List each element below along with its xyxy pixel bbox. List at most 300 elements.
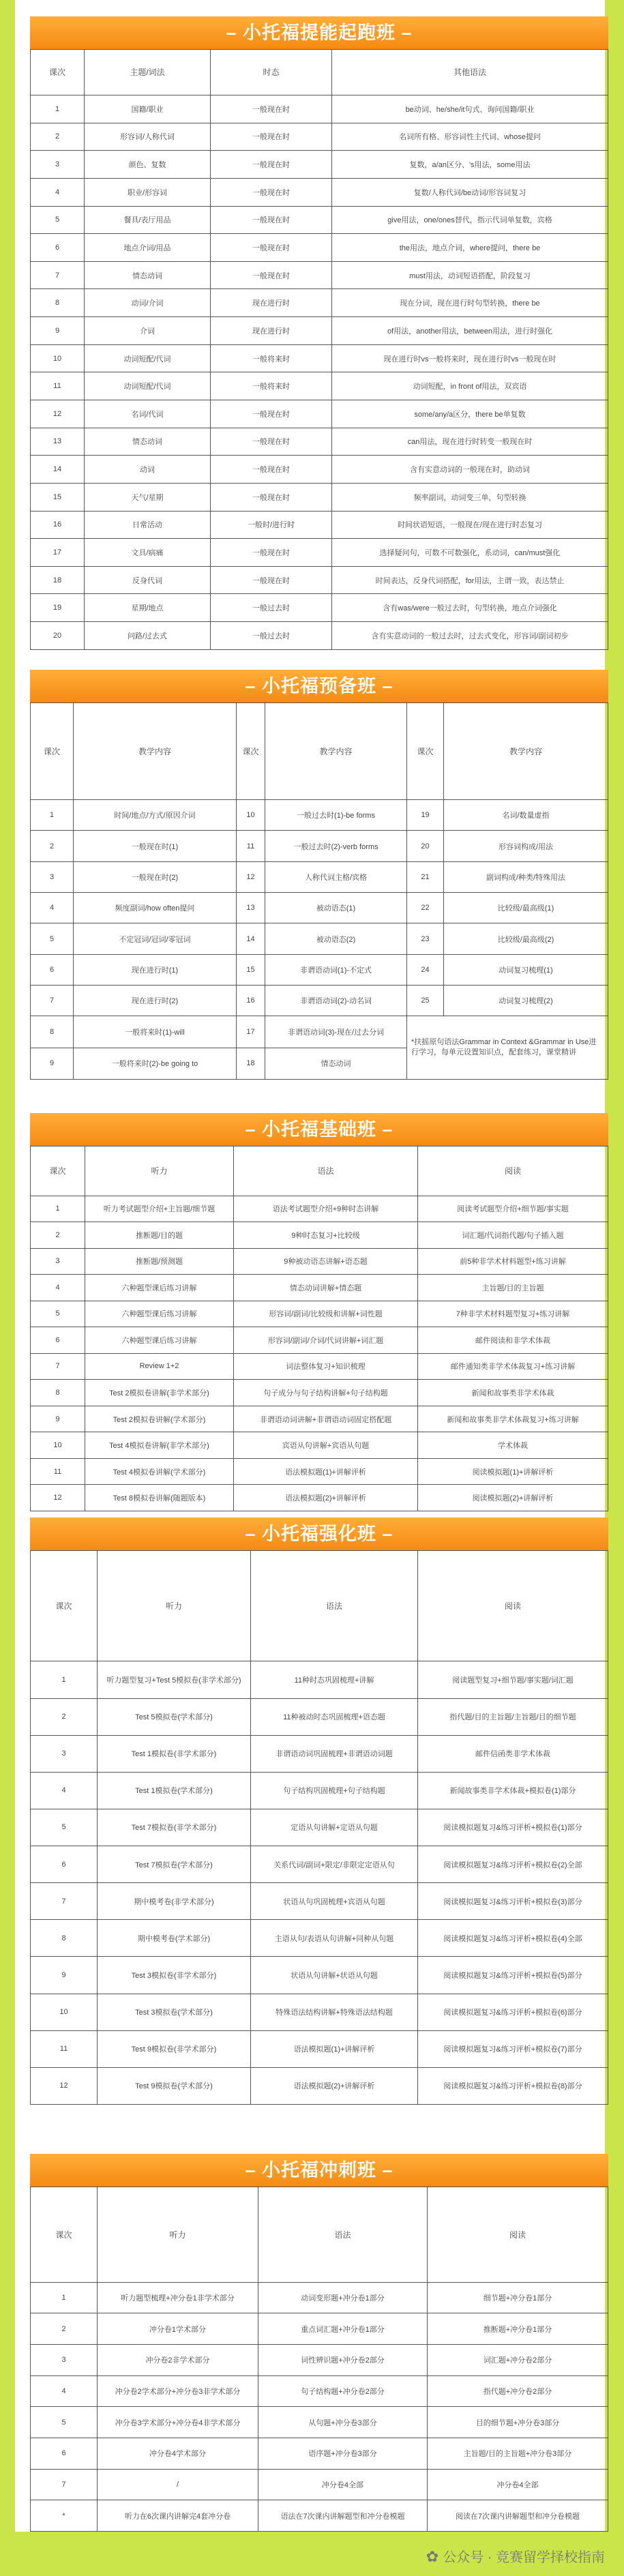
table-cell: 现在分词，现在进行时句型转换，there be (332, 289, 608, 317)
table-cell: 19 (407, 800, 444, 831)
table-row (31, 151, 608, 179)
table-row (31, 1883, 608, 1920)
table-row (31, 234, 608, 262)
table-cell: give用法，one/ones替代，指示代词单复数，宾格 (332, 206, 608, 234)
lesson-number: 4 (31, 893, 74, 923)
table-cell: 指代题+冲分卷2部分 (428, 2375, 608, 2407)
header-lesson: 课次 (31, 703, 74, 800)
table-cell: 听力考试题型介绍+主旨题/细节题 (85, 1196, 234, 1222)
table-row (31, 456, 608, 484)
table-cell: Test 8模拟卷讲解(随题版本) (85, 1485, 234, 1511)
section-starter-class (30, 16, 608, 650)
table-header-row (31, 703, 608, 800)
table-row (31, 1016, 608, 1048)
table-cell: 比较级/最高级(1) (444, 893, 608, 923)
table-row (31, 123, 608, 151)
table-cell: 现在进行时vs一般将来时，现在进行时vs一般现在时 (332, 344, 608, 372)
header-listening: 听力 (98, 1551, 251, 1661)
table-row (31, 923, 608, 954)
table-cell: 日常活动 (85, 511, 211, 539)
table-row (31, 344, 608, 372)
lesson-number: 4 (31, 1275, 85, 1301)
table-cell: 一般过去时 (211, 594, 332, 622)
lesson-number: 5 (31, 1301, 85, 1327)
table-cell: 冲分卷2学术部分+冲分卷3非学术部分 (98, 2375, 258, 2407)
table-row (31, 261, 608, 289)
lesson-number: 5 (31, 206, 85, 234)
header-lesson: 课次 (237, 703, 265, 800)
lesson-number: 3 (31, 2344, 98, 2375)
table-cell: 7种非学术材料题型复习+练习讲解 (418, 1301, 608, 1327)
table-row (31, 428, 608, 456)
table-cell: 阅读模拟题复习&练习评析+模拟卷(4)全部 (418, 1920, 608, 1957)
table-cell: 现在进行时(1) (74, 954, 237, 985)
table-header-row (31, 1146, 608, 1196)
table-cell: 冲分卷1学术部分 (98, 2313, 258, 2345)
table-cell: 新闻和故事类非学术体裁 (418, 1380, 608, 1406)
table-cell: 选择疑问句，可数不可数强化，系动词，can/must强化 (332, 539, 608, 567)
preparatory-course-table (30, 702, 608, 1080)
lesson-number: 2 (31, 1222, 85, 1249)
lesson-number: 5 (31, 923, 74, 954)
table-row (31, 1920, 608, 1957)
intensive-course-table (30, 1550, 608, 2105)
header-lesson: 课次 (31, 1146, 85, 1196)
table-cell: 一般现在时 (211, 151, 332, 179)
lesson-number: 3 (31, 1735, 98, 1772)
table-cell: 介词 (85, 317, 211, 345)
table-cell: 现在进行时 (211, 289, 332, 317)
table-cell: 形容词构成/用法 (444, 831, 608, 861)
table-cell: 11 (237, 831, 265, 861)
table-cell: 形容词/副词/比较级和讲解+词性题 (234, 1301, 418, 1327)
table-header-row (31, 1551, 608, 1661)
lesson-number: 7 (31, 1353, 85, 1380)
basic-course-table (30, 1146, 608, 1511)
table-cell: 冲分卷3学术部分+冲分卷4非学术部分 (98, 2407, 258, 2438)
table-cell: 听力题型梳理+冲分卷1非学术部分 (98, 2282, 258, 2313)
table-cell: Test 4模拟卷讲解(学术部分) (85, 1458, 234, 1485)
table-cell: 9种被动语态讲解+语态题 (234, 1248, 418, 1275)
table-cell: 邮件信函类非学术体裁 (418, 1735, 608, 1772)
table-cell: Test 3模拟卷(学术部分) (98, 1994, 251, 2030)
table-cell: 15 (237, 954, 265, 985)
table-cell: 动词复习梳理(2) (444, 986, 608, 1016)
table-cell: 阅读模拟题复习&练习评析+模拟卷(8)部分 (418, 2067, 608, 2104)
table-cell: 名词所有格、形容词性主代词、whose提问 (332, 123, 608, 151)
table-cell: 细节题+冲分卷1部分 (428, 2282, 608, 2313)
table-cell: 六种题型课后练习讲解 (85, 1275, 234, 1301)
table-cell: 非谓语动词巩固梳理+非谓语动词题 (251, 1735, 418, 1772)
lesson-number: 2 (31, 1698, 98, 1735)
table-cell: 24 (407, 954, 444, 985)
lesson-number: 2 (31, 2313, 98, 2345)
table-row (31, 1698, 608, 1735)
table-cell: must用法，动词短语搭配，阶段复习 (332, 261, 608, 289)
table-cell: 句子成分与句子结构讲解+句子结构题 (234, 1380, 418, 1406)
table-cell: Test 9模拟卷(学术部分) (98, 2067, 251, 2104)
table-cell: 名词/数量虚指 (444, 800, 608, 831)
lesson-number: 11 (31, 372, 85, 400)
table-cell: 一般现在时 (211, 566, 332, 594)
table-cell: 天气/星期 (85, 483, 211, 511)
table-cell: 阅读考试题型介绍+细节题/事实题 (418, 1196, 608, 1222)
header-content: 教学内容 (265, 703, 407, 800)
header-grammar: 语法 (251, 1551, 418, 1661)
table-row (31, 1353, 608, 1380)
table-cell: 语法考试题型介绍+9种时态讲解 (234, 1196, 418, 1222)
table-cell: 11种被动时态巩固梳理+语态题 (251, 1698, 418, 1735)
lesson-number: 9 (31, 1406, 85, 1432)
section-title: – 小托福冲刺班 – (30, 2154, 608, 2187)
header-grammar: 语法 (258, 2187, 428, 2283)
table-cell: / (98, 2469, 258, 2500)
lesson-number: 12 (31, 1485, 85, 1511)
table-cell: 阅读模拟题(2)+讲解评析 (418, 1485, 608, 1511)
table-cell: 动词短配，in front of用法，双宾语 (332, 372, 608, 400)
table-cell: 前5种非学术材料题型+练习讲解 (418, 1248, 608, 1275)
table-cell: 情态动词 (85, 261, 211, 289)
table-row (31, 986, 608, 1016)
lesson-number: 4 (31, 2375, 98, 2407)
lesson-number: 8 (31, 289, 85, 317)
table-header-row (31, 50, 608, 95)
lesson-number: 6 (31, 2438, 98, 2469)
table-row (31, 1196, 608, 1222)
table-cell: 餐具/表厅用品 (85, 206, 211, 234)
section-title: – 小托福基础班 – (30, 1113, 608, 1146)
table-cell: 语法模拟题(2)+讲解评析 (234, 1485, 418, 1511)
header-content: 教学内容 (444, 703, 608, 800)
lesson-number: 7 (31, 986, 74, 1016)
table-row (31, 2375, 608, 2407)
lesson-number: 1 (31, 1661, 98, 1698)
table-cell: 冲分卷2非学术部分 (98, 2344, 258, 2375)
table-cell: 期中模考卷(非学术部分) (98, 1883, 251, 1920)
table-cell: 期中模考卷(学术部分) (98, 1920, 251, 1957)
table-row (31, 1406, 608, 1432)
table-cell: 14 (237, 923, 265, 954)
table-cell: 动词/介词 (85, 289, 211, 317)
table-row (31, 2500, 608, 2532)
table-cell: 推断题/目的题 (85, 1222, 234, 1249)
sprint-course-table (30, 2187, 608, 2532)
table-cell: Test 7模拟卷(非学术部分) (98, 1809, 251, 1846)
table-row (31, 539, 608, 567)
header-topic: 主题/词法 (85, 50, 211, 95)
table-cell: 邮件阅读和非学术体裁 (418, 1327, 608, 1354)
table-cell: 一般过去时(2)-verb forms (265, 831, 407, 861)
lesson-number: 12 (31, 2067, 98, 2104)
table-cell: 句子结构巩固梳理+句子结构题 (251, 1772, 418, 1809)
table-cell: be动词、he/she/it句式、询问国籍/职业 (332, 95, 608, 123)
watermark (426, 2546, 605, 2566)
table-row (31, 1432, 608, 1459)
table-row (31, 400, 608, 428)
lesson-number: 12 (31, 400, 85, 428)
lesson-number: 17 (31, 539, 85, 567)
table-cell: 语法模拟题(1)+讲解评析 (234, 1458, 418, 1485)
section-sprint-class (30, 2154, 608, 2532)
table-cell: 一般现在时 (211, 206, 332, 234)
table-cell: 听力题型复习+Test 5模拟卷(非学术部分) (98, 1661, 251, 1698)
table-cell: 非谓语动词(3)-现在/过去分词 (265, 1016, 407, 1048)
table-cell: 不定冠词/冠词/零冠词 (74, 923, 237, 954)
table-cell: 一般现在时 (211, 178, 332, 206)
table-cell: 地点介词/用品 (85, 234, 211, 262)
table-cell: Test 1模拟卷(非学术部分) (98, 1735, 251, 1772)
lesson-number: 4 (31, 1772, 98, 1809)
table-cell: 反身代词 (85, 566, 211, 594)
lesson-number: 2 (31, 123, 85, 151)
table-cell: 阅读模拟题(1)+讲解评析 (418, 1458, 608, 1485)
lesson-number: 10 (31, 1432, 85, 1459)
table-cell: 六种题型课后练习讲解 (85, 1301, 234, 1327)
lesson-number: * (31, 2500, 98, 2532)
table-row (31, 1248, 608, 1275)
lesson-number: 1 (31, 800, 74, 831)
table-cell: Test 2模拟卷讲解(学术部分) (85, 1406, 234, 1432)
table-cell: 星期/地点 (85, 594, 211, 622)
table-row (31, 1957, 608, 1994)
table-row (31, 317, 608, 345)
table-cell: 含有实意动词的一般过去时，过去式变化，形容词/副词初步 (332, 622, 608, 650)
table-cell: 一般将来时(2)-be going to (74, 1048, 237, 1079)
table-cell: 学术体裁 (418, 1432, 608, 1459)
lesson-number: 1 (31, 2282, 98, 2313)
content-panel (15, 0, 605, 2576)
table-cell: Test 3模拟卷(非学术部分) (98, 1957, 251, 1994)
table-row (31, 1301, 608, 1327)
table-cell: of用法，another用法，between用法，进行时强化 (332, 317, 608, 345)
header-grammar: 语法 (234, 1146, 418, 1196)
table-cell: 20 (407, 831, 444, 861)
lesson-number: 6 (31, 234, 85, 262)
table-row (31, 1380, 608, 1406)
table-row (31, 2067, 608, 2104)
table-cell: 时间状语短语，一般现在/现在进行时态复习 (332, 511, 608, 539)
table-row (31, 372, 608, 400)
table-row (31, 1735, 608, 1772)
table-cell: 问路/过去式 (85, 622, 211, 650)
lesson-number: 3 (31, 861, 74, 892)
lesson-number: 9 (31, 1048, 74, 1079)
lesson-number: 8 (31, 1920, 98, 1957)
table-cell: 情态动词 (265, 1048, 407, 1079)
table-row (31, 1772, 608, 1809)
table-cell: 一般时/进行时 (211, 511, 332, 539)
table-cell: 含有was/were一般过去时，句型转换，地点介词强化 (332, 594, 608, 622)
table-row (31, 2407, 608, 2438)
table-cell: 16 (237, 986, 265, 1016)
table-cell: 非谓语动词讲解+非谓语动词固定搭配题 (234, 1406, 418, 1432)
table-cell: 17 (237, 1016, 265, 1048)
table-row (31, 1485, 608, 1511)
table-cell: 一般现在时 (211, 261, 332, 289)
table-row (31, 483, 608, 511)
lesson-number: 5 (31, 2407, 98, 2438)
table-cell: 一般将来时 (211, 372, 332, 400)
table-cell: 一般现在时 (211, 428, 332, 456)
table-row (31, 1458, 608, 1485)
table-cell: 指代题/目的主旨题/主旨题/目的细节题 (418, 1698, 608, 1735)
table-row (31, 1846, 608, 1883)
table-cell: 阅读模拟题复习&练习评析+模拟卷(3)部分 (418, 1883, 608, 1920)
table-row (31, 2030, 608, 2067)
table-row (31, 1275, 608, 1301)
table-cell: 冲分卷4学术部分 (98, 2438, 258, 2469)
header-lesson: 课次 (407, 703, 444, 800)
table-cell: 一般现在时 (211, 483, 332, 511)
table-cell: 邮件通知类非学术体裁复习+练习讲解 (418, 1353, 608, 1380)
table-cell: 阅读模拟题复习&练习评析+模拟卷(6)部分 (418, 1994, 608, 2030)
table-cell: 文具/病痛 (85, 539, 211, 567)
table-cell: 名词/代词 (85, 400, 211, 428)
table-cell: 情态动词 (85, 428, 211, 456)
table-cell: 9种时态复习+比较级 (234, 1222, 418, 1249)
lesson-number: 5 (31, 1809, 98, 1846)
lesson-number: 6 (31, 954, 74, 985)
table-cell: Test 9模拟卷(非学术部分) (98, 2030, 251, 2067)
table-cell: 一般现在时 (211, 95, 332, 123)
table-cell: 一般将来时 (211, 344, 332, 372)
table-row (31, 566, 608, 594)
header-other-grammar: 其他语法 (332, 50, 608, 95)
table-cell: 新闻故事类非学术体裁+模拟卷(1)部分 (418, 1772, 608, 1809)
table-cell: 新闻和故事类非学术体裁复习+练习讲解 (418, 1406, 608, 1432)
lesson-number: 15 (31, 483, 85, 511)
table-cell: 含有实意动词的一般现在时，助动词 (332, 456, 608, 484)
lesson-number: 18 (31, 566, 85, 594)
wechat-icon: ✿ (426, 2548, 439, 2565)
table-row (31, 893, 608, 923)
table-cell: 阅读模拟题复习&练习评析+模拟卷(5)部分 (418, 1957, 608, 1994)
table-row (31, 289, 608, 317)
table-cell: 动词 (85, 456, 211, 484)
table-cell: Test 2模拟卷讲解(非学术部分) (85, 1380, 234, 1406)
lesson-number: 3 (31, 151, 85, 179)
lesson-number: 1 (31, 1196, 85, 1222)
table-cell: 关系代词/副词+限定/非限定定语从句 (251, 1846, 418, 1883)
lesson-number: 9 (31, 317, 85, 345)
table-row (31, 1661, 608, 1698)
table-row (31, 2282, 608, 2313)
table-cell: 一般过去时(1)-be forms (265, 800, 407, 831)
section-preparatory-class (30, 670, 608, 1080)
table-row (31, 2469, 608, 2500)
lesson-number: 7 (31, 2469, 98, 2500)
section-title: – 小托福预备班 – (30, 670, 608, 702)
lesson-number: 8 (31, 1380, 85, 1406)
section-title: – 小托福强化班 – (30, 1518, 608, 1550)
table-cell: 被动语态(2) (265, 923, 407, 954)
header-content: 教学内容 (74, 703, 237, 800)
lesson-number: 11 (31, 1458, 85, 1485)
lesson-number: 8 (31, 1016, 74, 1048)
table-row (31, 861, 608, 892)
table-cell: 21 (407, 861, 444, 892)
table-cell: 目的细节题+冲分卷3部分 (428, 2407, 608, 2438)
table-cell: 听力在6次课内讲解完4套冲分卷 (98, 2500, 258, 2532)
table-header-row (31, 2187, 608, 2283)
table-cell: 推断题+冲分卷1部分 (428, 2313, 608, 2345)
table-cell: 比较级/最高级(2) (444, 923, 608, 954)
table-row (31, 511, 608, 539)
table-cell: 词性辨识题+冲分卷2部分 (258, 2344, 428, 2375)
table-cell: 主旨题/目的主旨题+冲分卷3部分 (428, 2438, 608, 2469)
table-cell: 动词复习梳理(1) (444, 954, 608, 985)
lesson-number: 14 (31, 456, 85, 484)
table-cell: 现在进行时 (211, 317, 332, 345)
table-cell: 宾语从句讲解+宾语从句题 (234, 1432, 418, 1459)
table-row (31, 1994, 608, 2030)
table-cell: 11种时态巩固梳理+讲解 (251, 1661, 418, 1698)
table-cell: 18 (237, 1048, 265, 1079)
table-cell: 状语从句巩固梳理+宾语从句题 (251, 1883, 418, 1920)
table-cell: Test 4模拟卷讲解(非学术部分) (85, 1432, 234, 1459)
table-cell: 情态动词讲解+情态题 (234, 1275, 418, 1301)
table-cell: 现在进行时(2) (74, 986, 237, 1016)
table-cell: 一般现在时 (211, 123, 332, 151)
table-cell: 动词短配/代词 (85, 372, 211, 400)
table-cell: 冲分卷4全部 (428, 2469, 608, 2500)
table-cell: 时间表达，反身代词搭配，for用法，主谓一致，表达禁止 (332, 566, 608, 594)
table-row (31, 800, 608, 831)
table-cell: 形容词/副词/介词/代词讲解+词汇题 (234, 1327, 418, 1354)
lesson-number: 6 (31, 1327, 85, 1354)
header-lesson: 课次 (31, 2187, 98, 2283)
table-cell: 阅读在7次课内讲解题型和冲分卷模题 (428, 2500, 608, 2532)
lesson-number: 2 (31, 831, 74, 861)
lesson-number: 10 (31, 1994, 98, 2030)
table-cell: 22 (407, 893, 444, 923)
lesson-number: 10 (31, 344, 85, 372)
table-cell: 句子结构题+冲分卷2部分 (258, 2375, 428, 2407)
table-cell: 一般现在时(1) (74, 831, 237, 861)
table-cell: 语序题+冲分卷3部分 (258, 2438, 428, 2469)
header-lesson: 课次 (31, 1551, 98, 1661)
table-cell: 主语从句/表语从句讲解+同种从句题 (251, 1920, 418, 1957)
lesson-number: 1 (31, 95, 85, 123)
table-cell: 词汇题+冲分卷2部分 (428, 2344, 608, 2375)
table-cell: 词法整体复习+知识梳理 (234, 1353, 418, 1380)
table-cell: Test 7模拟卷(学术部分) (98, 1846, 251, 1883)
table-cell: 形容词/人称代词 (85, 123, 211, 151)
table-cell: 时间/地点/方式/原因介词 (74, 800, 237, 831)
table-cell: can用法，现在进行时转变一般现在时 (332, 428, 608, 456)
table-cell: 职业/形容词 (85, 178, 211, 206)
table-cell: 语法模拟题(2)+讲解评析 (251, 2067, 418, 2104)
table-cell: 重点词汇题+冲分卷1部分 (258, 2313, 428, 2345)
table-cell: 复数，a/an区分、's用法，some用法 (332, 151, 608, 179)
table-row (31, 594, 608, 622)
table-cell: 一般将来时(1)-will (74, 1016, 237, 1048)
table-cell: 频度副词/how often提问 (74, 893, 237, 923)
table-cell: 一般现在时 (211, 456, 332, 484)
table-cell: 特殊语法结构讲解+特殊语法结构题 (251, 1994, 418, 2030)
table-cell: 语法模拟题(1)+讲解评析 (251, 2030, 418, 2067)
table-cell: 非谓语动词(1)-不定式 (265, 954, 407, 985)
lesson-number: 16 (31, 511, 85, 539)
table-cell: 国籍/职业 (85, 95, 211, 123)
table-cell: 推断题/预测题 (85, 1248, 234, 1275)
table-cell: Test 5模拟卷(学术部分) (98, 1698, 251, 1735)
table-cell: 颜色、复数 (85, 151, 211, 179)
section-basic-class (30, 1113, 608, 1511)
table-cell: 一般现在时 (211, 539, 332, 567)
table-row (31, 1327, 608, 1354)
lesson-number: 13 (31, 428, 85, 456)
